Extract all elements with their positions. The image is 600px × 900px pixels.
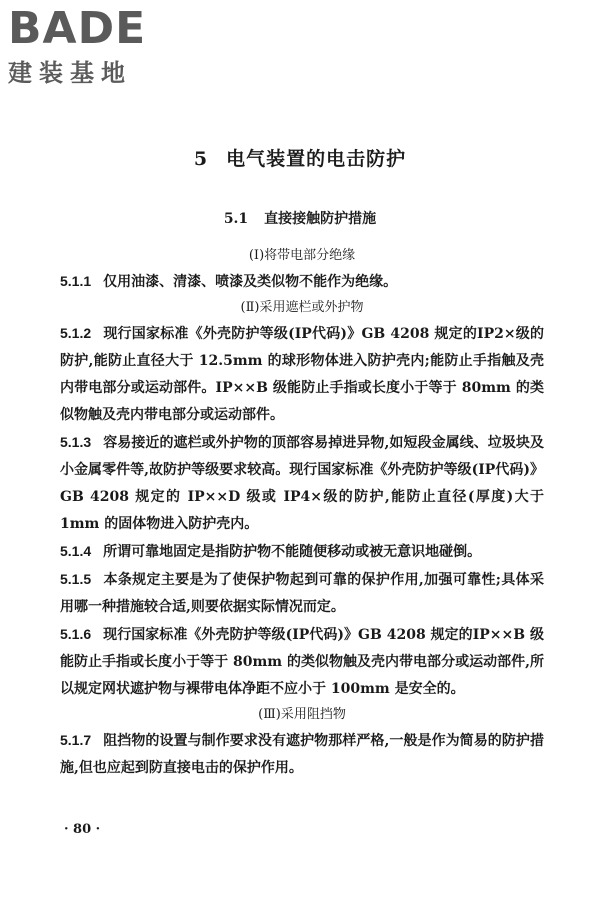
subheading-3: (Ⅲ)采用阻挡物 [258, 707, 346, 722]
logo-subtitle: 建装基地 [8, 59, 132, 87]
clause-5-1-7 [60, 727, 544, 782]
logo-mark: BADE [8, 3, 147, 54]
clause-5-1-6 [60, 621, 544, 703]
clause-number: 5.1.5 [60, 571, 92, 587]
clause-text: 本条规定主要是为了使保护物起到可靠的保护作用,加强可靠性;具体采用哪一种措施较合适,则要依据实际情况而定。 [60, 572, 544, 615]
chapter-number: 5 [193, 148, 209, 170]
clause-number: 5.1.3 [60, 434, 92, 450]
section-number: 5.1 [223, 211, 249, 227]
clause-number: 5.1.1 [60, 273, 92, 289]
clause-number: 5.1.2 [60, 325, 92, 341]
chapter-heading [0, 144, 600, 171]
clause-number: 5.1.7 [60, 732, 92, 748]
clause-5-1-4 [60, 538, 544, 566]
clause-5-1-3 [60, 429, 544, 538]
clause-5-1-5 [60, 566, 544, 621]
body-content [60, 244, 544, 782]
logo [8, 3, 178, 88]
section-title: 直接接触防护措施 [264, 211, 377, 227]
clause-number: 5.1.6 [60, 626, 92, 642]
subheading-1: (Ⅰ)将带电部分绝缘 [248, 248, 356, 263]
clause-5-1-1 [60, 268, 544, 296]
clause-5-1-2 [60, 320, 544, 429]
page-number: · 80 · [64, 822, 101, 837]
section-heading [0, 208, 600, 228]
clause-text: 现行国家标准《外壳防护等级(IP代码)》GB 4208 规定的IP2×级的防护,能防止直径大于 12.5mm 的球形物体进入防护壳内;能防止手指触及壳内带电部分或运动部件。IP××B 级能防止手指或长度小于等于 80mm 的类似物触及壳内带电部分或运动部件。 [60, 326, 544, 423]
chapter-title: 电气装置的电击防护 [226, 148, 407, 170]
clause-text: 阻挡物的设置与制作要求没有遮护物那样严格,一般是作为简易的防护措施,但也应起到防直接电击的保护作用。 [60, 733, 544, 776]
clause-text: 仅用油漆、清漆、喷漆及类似物不能作为绝缘。 [103, 274, 398, 290]
subheading-2: (Ⅱ)采用遮栏或外护物 [240, 300, 364, 315]
clause-text: 所谓可靠地固定是指防护物不能随便移动或被无意识地碰倒。 [103, 544, 482, 560]
clause-text: 现行国家标准《外壳防护等级(IP代码)》GB 4208 规定的IP××B 级能防止手指或长度小于等于 80mm 的类似物触及壳内带电部分或运动部件,所以规定网状遮护物与裸带电体净距不应小于 100mm 是安全的。 [60, 627, 544, 697]
clause-number: 5.1.4 [60, 543, 92, 559]
clause-text: 容易接近的遮栏或外护物的顶部容易掉进异物,如短段金属线、垃圾块及小金属零件等,故防护等级要求较高。现行国家标准《外壳防护等级(IP代码)》GB 4208 规定的 IP××D 级或 IP4×级的防护,能防止直径(厚度)大于 1mm 的固体物进入防护壳内。 [60, 435, 544, 532]
